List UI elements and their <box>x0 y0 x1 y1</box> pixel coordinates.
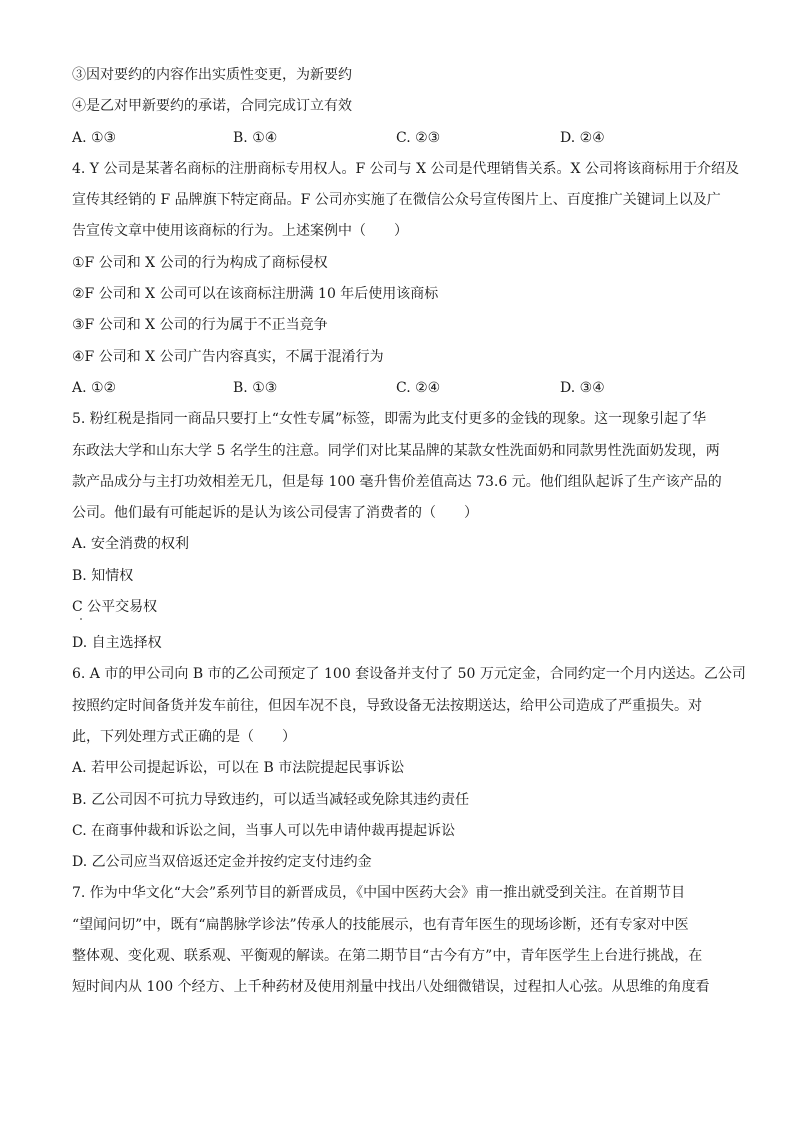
q6-option-d: D. 乙公司应当双倍返还定金并按约定支付违约金 <box>72 854 372 871</box>
q5-stem-line-3: 款产品成分与主打功效相差无几，但是每 100 毫升售价差值高达 73.6 元。他们组队起诉了生产该产品的 <box>72 473 722 490</box>
q3-option-c: C. ②③ <box>396 129 441 146</box>
q4-stem-line-1: 4. Y 公司是某著名商标的注册商标专用权人。F 公司与 X 公司是代理销售关系。X 公司将该商标用于介绍及 <box>72 160 739 177</box>
q7-stem-line-4: 短时间内从 100 个经方、上千种药材及使用剂量中找出八处细微错误，过程扣人心弦。从思维的角度看 <box>72 979 710 996</box>
document-page <box>72 60 746 1004</box>
q3-options <box>72 123 722 154</box>
q6-option-b: B. 乙公司因不可抗力导致违约，可以适当减轻或免除其违约责任 <box>72 791 470 808</box>
q4-option-a: A. ①② <box>72 379 117 396</box>
q5-stem-line-1: 5. 粉红税是指同一商品只要打上“女性专属”标签，即需为此支付更多的金钱的现象。这一现象引起了华 <box>72 411 707 428</box>
q5-option-c: C 公平交易权 <box>72 599 158 616</box>
q3-option-a: A. ①③ <box>72 129 117 146</box>
q5-stem-line-4: 公司。他们最有可能起诉的是认为该公司侵害了消费者的（ ） <box>72 505 478 522</box>
q4-options <box>72 373 722 404</box>
q6-option-c: C. 在商事仲裁和诉讼之间，当事人可以先申请仲裁再提起诉讼 <box>72 822 456 839</box>
q6-stem-line-2: 按照约定时间备货并发车前往，但因车况不良，导致设备无法按期送达，给甲公司造成了严重损失。对 <box>72 697 702 714</box>
q4-stem-line-3: 告宣传文章中使用该商标的行为。上述案例中（ ） <box>72 223 408 240</box>
q6-option-a: A. 若甲公司提起诉讼，可以在 B 市法院提起民事诉讼 <box>72 760 405 777</box>
stray-dot <box>72 618 722 628</box>
q4-statement-3: ③F 公司和 X 公司的行为属于不正当竞争 <box>72 317 328 334</box>
q5-option-d: D. 自主选择权 <box>72 635 162 652</box>
q4-statement-4: ④F 公司和 X 公司广告内容真实，不属于混淆行为 <box>72 348 384 365</box>
q4-option-d: D. ③④ <box>560 379 605 396</box>
q7-stem-line-3: 整体观、变化观、联系观、平衡观的解读。在第二期节目“古今有方”中，青年医学生上台进行挑战，在 <box>72 948 703 965</box>
q6-stem-line-3: 此，下列处理方式正确的是（ ） <box>72 728 296 745</box>
q6-stem-line-1: 6. A 市的甲公司向 B 市的乙公司预定了 100 套设备并支付了 50 万元定金，合同约定一个月内送达。乙公司 <box>72 666 746 683</box>
q4-option-b: B. ①③ <box>233 379 278 396</box>
q3-option-d: D. ②④ <box>560 129 605 146</box>
q5-stem-line-2: 东政法大学和山东大学 5 名学生的注意。同学们对比某品牌的某款女性洗面奶和同款男性洗面奶发现，两 <box>72 442 720 459</box>
q5-option-b: B. 知情权 <box>72 567 134 584</box>
q3-statement-4: ④是乙对甲新要约的承诺，合同完成订立有效 <box>72 98 352 115</box>
q3-statement-3: ③因对要约的内容作出实质性变更，为新要约 <box>72 67 352 83</box>
q4-statement-2: ②F 公司和 X 公司可以在该商标注册满 10 年后使用该商标 <box>72 286 439 303</box>
q5-option-a: A. 安全消费的权利 <box>72 536 190 553</box>
q7-stem-line-2: “望闻问切”中，既有“扁鹊脉学诊法”传承人的技能展示，也有青年医生的现场诊断，还有专家对中医 <box>72 916 689 933</box>
q4-stem-line-2: 宣传其经销的 F 品牌旗下特定商品。F 公司亦实施了在微信公众号宣传图片上、百度推广关键词上以及广 <box>72 192 721 209</box>
q4-statement-1: ①F 公司和 X 公司的行为构成了商标侵权 <box>72 254 328 271</box>
q3-option-b: B. ①④ <box>233 129 278 146</box>
q7-stem-line-1: 7. 作为中华文化“大会”系列节目的新晋成员，《中国中医药大会》甫一推出就受到关注。在首期节目 <box>72 885 686 902</box>
q4-option-c: C. ②④ <box>396 379 441 396</box>
